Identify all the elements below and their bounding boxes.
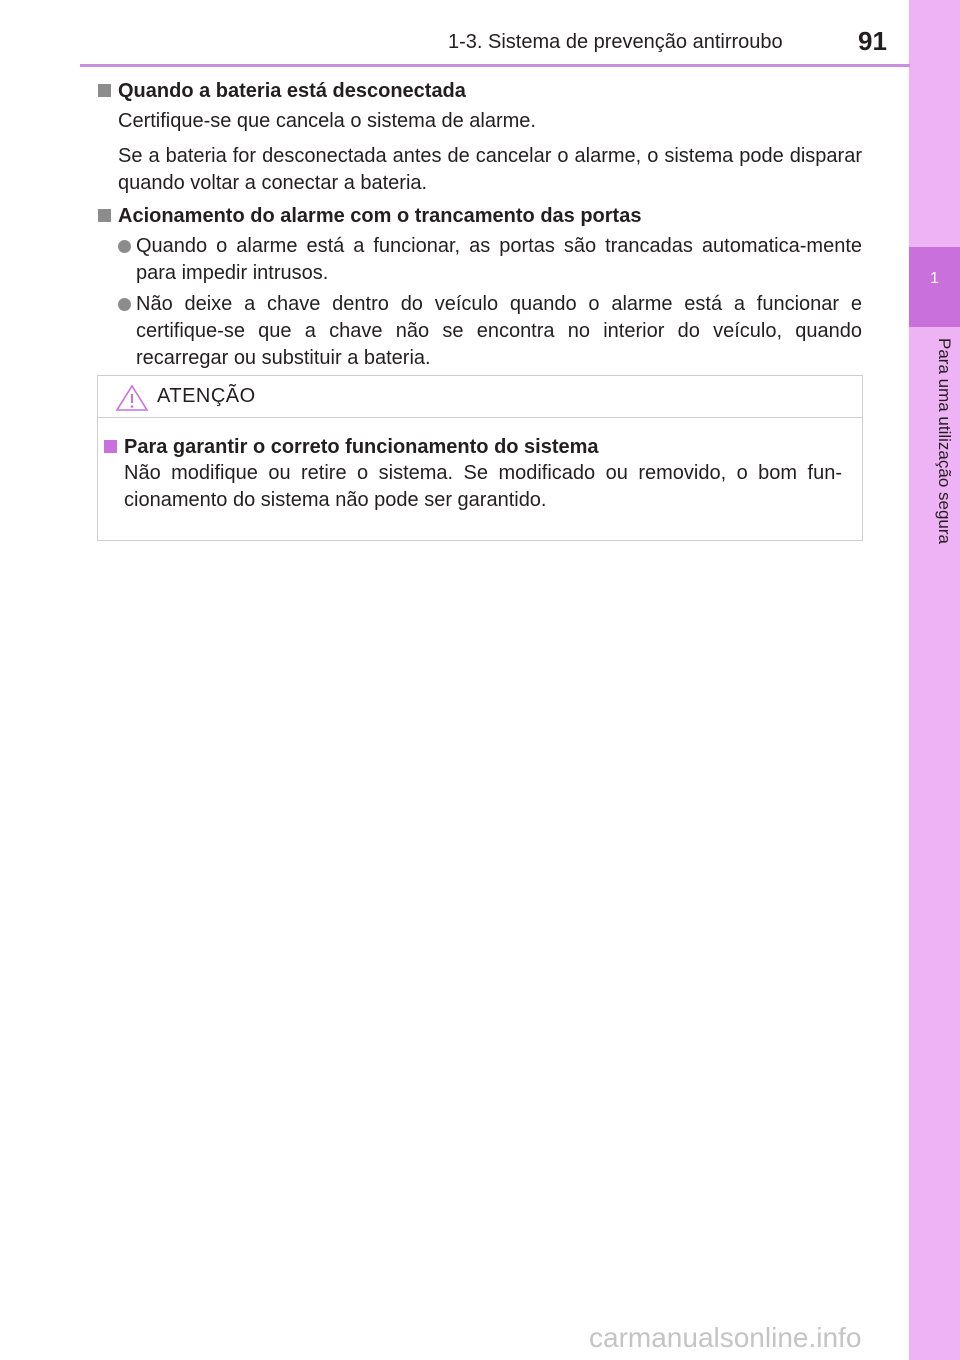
- watermark: carmanualsonline.info: [589, 1322, 862, 1353]
- main-content: [98, 78, 862, 372]
- round-bullet-icon: [118, 240, 131, 253]
- chapter-side-tab: [909, 0, 960, 1360]
- warning-box: [97, 375, 863, 541]
- list-item: Não deixe a chave dentro do veículo quando o alarme está a funcionar e certifique-se que a chave não se encontra no interior do veículo, quando recarregar ou substituir a bateria.: [98, 291, 862, 372]
- header-divider: [80, 64, 910, 67]
- warning-heading: Para garantir o correto funcionamento do sistema: [104, 434, 842, 460]
- warning-title: ATENÇÃO: [157, 385, 256, 407]
- warning-text: Não modifique ou retire o sistema. Se modificado ou removido, o bom fun-cionamento do sistema não pode ser garantido.: [124, 462, 842, 511]
- section-title: 1-3. Sistema de prevenção antirroubo: [448, 31, 783, 53]
- section-heading-battery: Quando a bateria está desconectada: [98, 78, 862, 104]
- round-bullet-icon: [118, 298, 131, 311]
- paragraph: Certifique-se que cancela o sistema de alarme.: [118, 110, 536, 132]
- warning-body: [104, 434, 842, 514]
- list-item: Quando o alarme está a funcionar, as portas são trancadas automatica-mente para impedir intrusos.: [98, 233, 862, 287]
- chapter-number: 1: [930, 270, 939, 287]
- square-bullet-icon: [104, 440, 117, 453]
- warning-header: [98, 376, 862, 418]
- page-number: 91: [858, 26, 887, 56]
- paragraph: Se a bateria for desconectada antes de cancelar o alarme, o sistema pode disparar quando voltar a conectar a bateria.: [118, 145, 862, 194]
- square-bullet-icon: [98, 209, 111, 222]
- chapter-label: Para uma utilização segura: [935, 338, 954, 545]
- square-bullet-icon: [98, 84, 111, 97]
- section-heading-alarm-locking: Acionamento do alarme com o trancamento das portas: [98, 203, 862, 229]
- warning-triangle-icon: [115, 384, 149, 412]
